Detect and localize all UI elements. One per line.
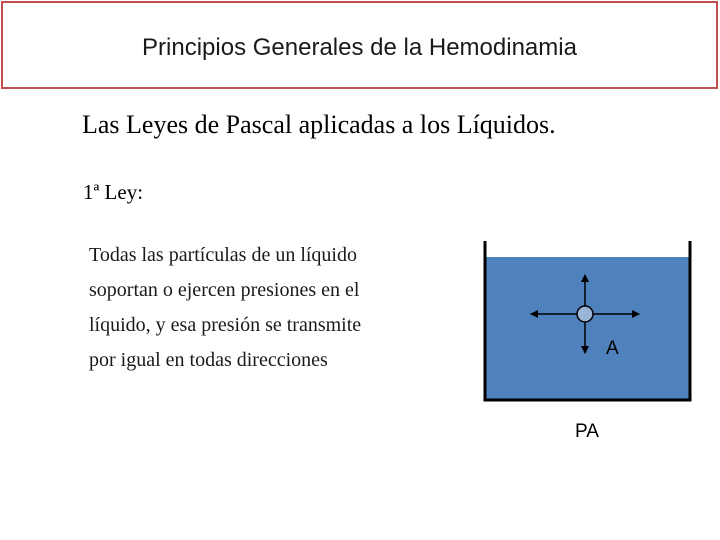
description-line: soportan o ejercen presiones en el bbox=[89, 279, 360, 301]
liquid-fill bbox=[485, 257, 690, 400]
description-line: líquido, y esa presión se transmite bbox=[89, 314, 362, 336]
description-line: por igual en todas direcciones bbox=[89, 349, 328, 371]
pressure-label: PA bbox=[575, 421, 599, 442]
pascal-container-diagram bbox=[470, 235, 700, 407]
title-box bbox=[1, 1, 718, 89]
description-line: Todas las partículas de un líquido bbox=[89, 244, 357, 266]
law-label: 1ª Ley: bbox=[83, 180, 144, 204]
point-a-marker bbox=[577, 306, 593, 322]
slide-title: Principios Generales de la Hemodinamia bbox=[142, 34, 577, 61]
point-a-label: A bbox=[606, 338, 619, 359]
section-heading: Las Leyes de Pascal aplicadas a los Líquidos. bbox=[82, 110, 556, 139]
law-description bbox=[89, 238, 449, 378]
